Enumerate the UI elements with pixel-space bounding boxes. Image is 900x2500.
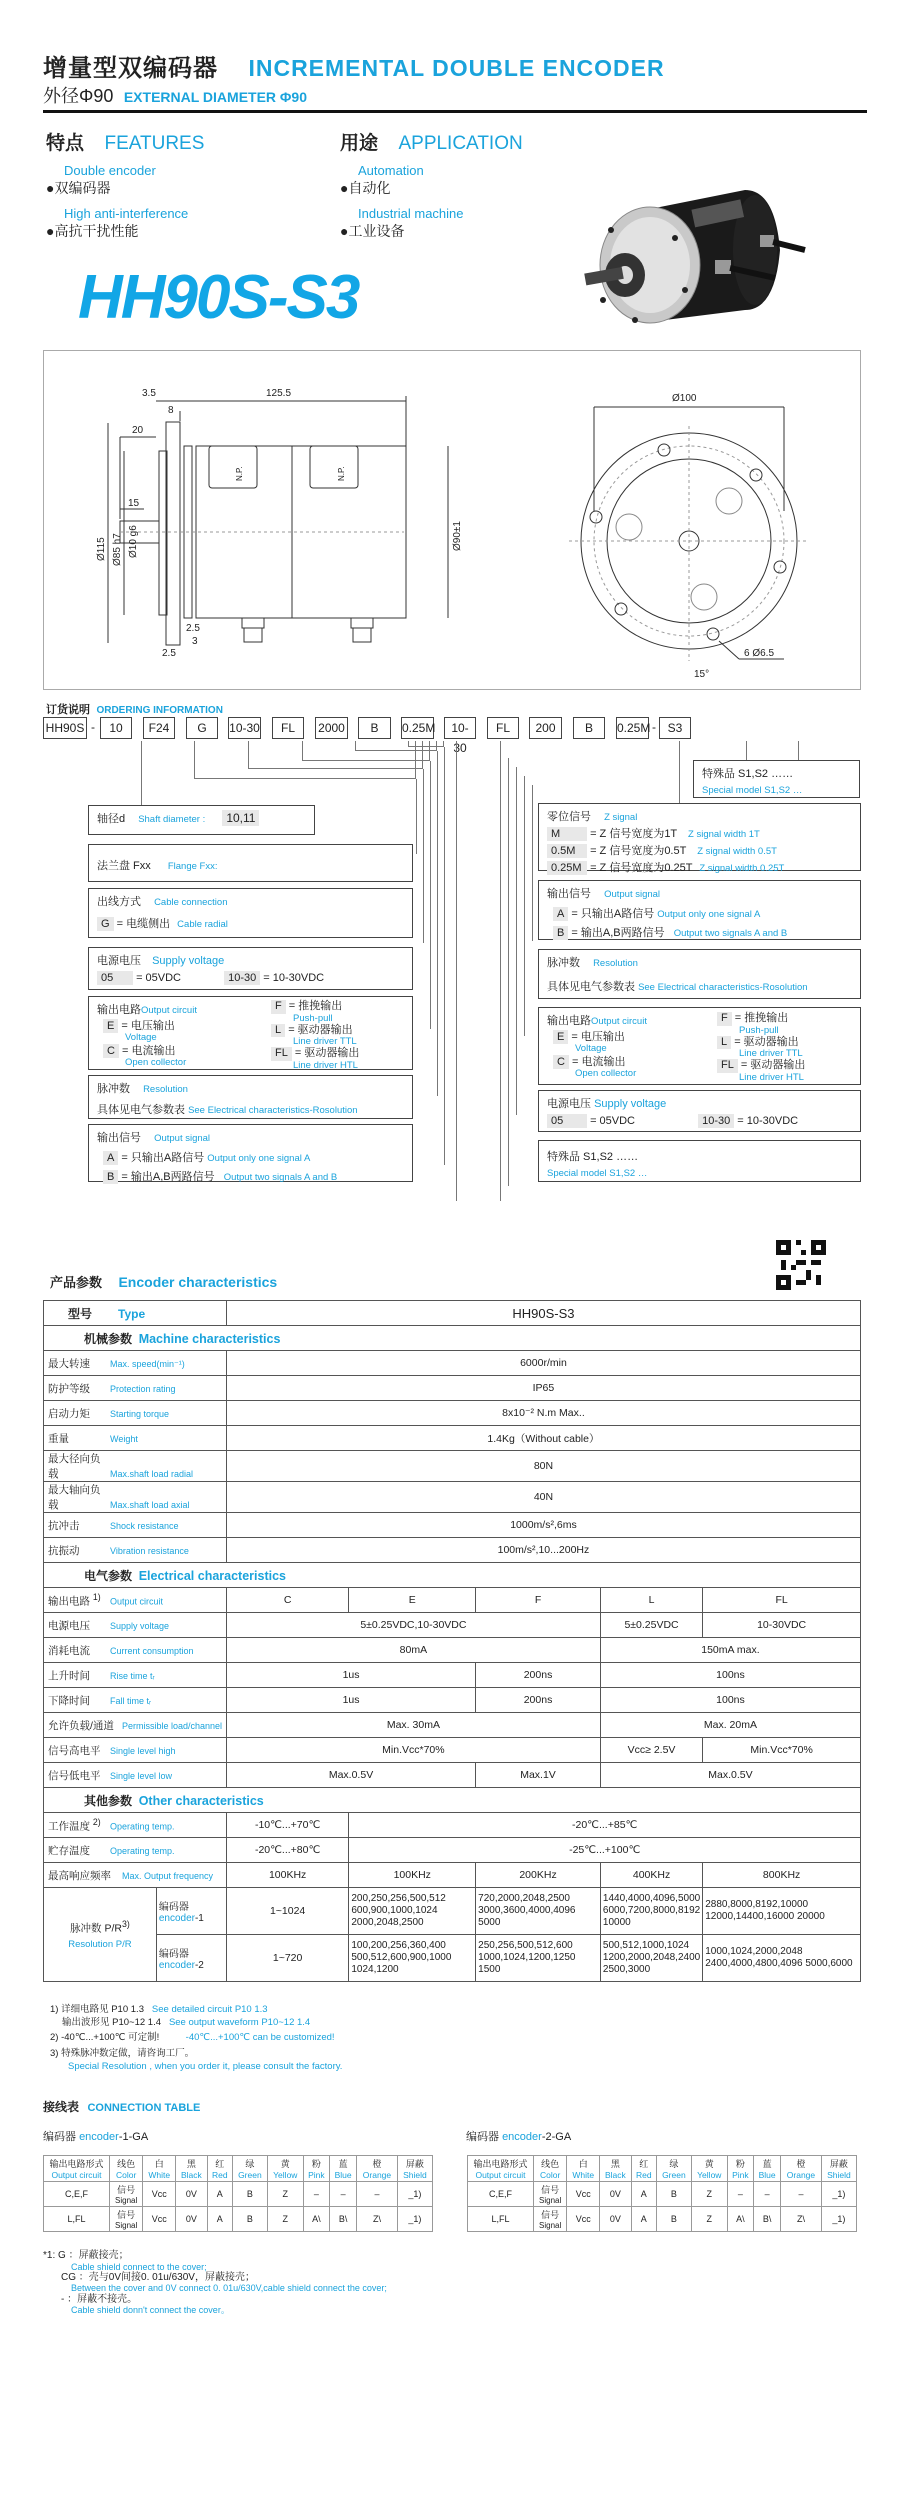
row-weight: 重量 Weight 1.4Kg（Without cable） [44,1426,861,1451]
order-code-row: HH90S - 10 F24 G 10-30 FL 2000 B 0.25M 10-30 FL 200 B 0.25M - S3 [43,717,873,741]
dim-15: 15 [128,498,140,509]
code-z-2: 0.25M [616,717,649,739]
panel-signal-left: 输出信号 Output signal A = 只输出A路信号 Output only one signal A B = 输出A,B两路信号 Output two signals A and B [88,1124,413,1182]
code-circuit-1: FL [272,717,304,739]
panel-shaft: 轴径d Shaft diameter : 10,11 [88,805,315,835]
spec-table [43,1300,861,1982]
application-2-en: Industrial machine [358,206,464,221]
dim-angle: 15° [694,669,710,680]
dim-90: Ø90±1 [452,521,463,551]
connection-heading: 接线表 CONNECTION TABLE [43,2100,201,2114]
feature-2-cn: ●高抗干扰性能 [46,223,139,239]
conn-table-2-title: 编码器 encoder-2-GA [466,2131,572,2143]
specs-heading-cn: 产品参数 [50,1275,103,1290]
row-rise: 上升时间 Rise time tᵣ 1us 200ns 100ns [44,1663,861,1688]
ordering-heading-cn: 订货说明 [46,704,90,716]
dim-3-5: 3.5 [142,388,156,399]
conn-table-2: 输出电路形式 Output circuit 线色 Color 白 White 黑 Black 红 Red 绿 Green 黄 Yellow 粉 Pink 蓝 Blue 橙 Orange 屏蔽 Shield C,E,F 信号 Signal Vcc 0V A B Z – – – _1) L,FL 信号 Signal Vcc 0V A B Z A\ B\ Z\ _1) [467,2155,857,2232]
dim-2-5a: 2.5 [186,623,200,634]
application-heading-en: APPLICATION [398,133,523,154]
code-cable: G [186,717,218,739]
feature-1-cn: ●双编码器 [46,180,111,196]
dim-115: Ø115 [96,537,107,561]
row-type: 型号 Type HH90S-S3 [44,1301,861,1326]
row-output-circuit: 输出电路 $^{1)}$ Output circuit C E F L FL [44,1588,861,1613]
dim-2-5b: 2.5 [162,648,176,659]
row-current: 消耗电流 Current consumption 80mA 150mA max. [44,1638,861,1663]
row-storage-temp: 贮存温度 Operating temp. -20℃...+80℃ -25℃...+100℃ [44,1838,861,1863]
subtitle-en: EXTERNAL DIAMETER Φ90 [123,89,307,105]
feature-1-en: Double encoder [64,163,156,178]
dim-20: 20 [132,425,144,436]
conn-row-cef: C,E,F 信号 Signal Vcc 0V A B Z – – – _1) [44,2182,433,2207]
code-resolution-1: 2000 [315,717,348,739]
code-supply-1: 10-30 [228,717,261,739]
code-circuit-2: FL [487,717,519,739]
panel-supply-left: 电源电压 Supply voltage 05 = 05VDC 10-30 = 10-30VDC [88,947,413,990]
code-signal-2: B [573,717,605,739]
panel-circuit-right: 输出电路Output circuit E = 电压输出 Voltage C = 电流输出 Open collector F = 推挽输出 Push-pull L = 驱动器输出 Line driver TTL FL = 驱动器输出 Line driver HTL [538,1007,861,1085]
row-machine-section: 机械参数 Machine characteristics [44,1326,861,1351]
code-flange: F24 [143,717,175,739]
dim-100: Ø100 [672,393,697,404]
conn-row-cef: C,E,F 信号 Signal Vcc 0V A B Z – – – _1) [468,2182,857,2207]
panel-resolution-left: 脉冲数 Resolution 具体见电气参数表 See Electrical characteristics-Rosolution [88,1075,413,1119]
panel-flange: 法兰盘 Fxx Flange Fxx: [88,844,413,882]
ordering-heading [46,700,223,718]
qr-code[interactable] [776,1240,826,1290]
model-name: HH90S-S3 [78,263,359,332]
code-shaft: 10 [100,717,132,739]
code-signal-1: B [358,717,391,739]
row-other-section: 其他参数 Other characteristics [44,1788,861,1813]
row-load: 允许负载/通道 Permissible load/channel Max. 30mA Max. 20mA [44,1713,861,1738]
application-heading-cn: 用途 [340,133,379,154]
dim-125-5: 125.5 [266,388,292,399]
dimension-drawing [43,350,861,690]
conn-row-lfl: L,FL 信号 Signal Vcc 0V A B Z A\ B\ Z\ _1) [468,2207,857,2232]
row-protection: 防护等级 Protection rating IP65 [44,1376,861,1401]
panel-cable: 出线方式 Cable connection G = 电缆侧出 Cable radial [88,888,413,938]
type-value: HH90S-S3 [226,1301,860,1326]
specs-heading [50,1272,277,1292]
subtitle [43,82,307,108]
conn-table-1-title: 编码器 encoder-1-GA [43,2131,149,2143]
row-level-low: 信号低电平 Single level low Max.0.5V Max.1V Max.0.5V [44,1763,861,1788]
panel-special-top: 特殊品 S1,S2 …… Special model S1,S2 … [693,760,860,798]
dim-3: 3 [192,636,198,647]
row-electrical-section: 电气参数 Electrical characteristics [44,1563,861,1588]
code-supply-2: 10-30 [444,717,476,739]
dim-holes: 6 Ø6.5 [744,648,775,659]
header-rule [43,110,867,113]
subtitle-cn: 外径Φ90 [43,86,114,106]
row-res-encoder-2: 编码器 encoder-2 1~720 100,200,256,360,400 500,512,600,900,1000 1024,1200 250,256,500,512,600 1000,1024,1200,1250 1500 500,512,1000,1024 1200,2000,2048,2400 2500,3000 1000,1024,2000,2048 2400,4000,4800,4096 5000,6000 [44,1935,861,1982]
page-header [43,48,665,83]
conn-row-lfl: L,FL 信号 Signal Vcc 0V A B Z A\ B\ Z\ _1) [44,2207,433,2232]
row-max-speed: 最大转速 Max. speed(min⁻¹) 6000r/min [44,1351,861,1376]
row-frequency: 最高响应频率 Max. Output frequency 100KHz 100KHz 200KHz 400KHz 800KHz [44,1863,861,1888]
ordering-heading-en: ORDERING INFORMATION [96,705,223,716]
row-axial: 最大轴向负载 Max.shaft load axial 40N [44,1482,861,1513]
dim-8: 8 [168,405,174,416]
panel-circuit-left: 输出电路Output circuit E = 电压输出 Voltage C = 电流输出 Open collector F = 推挽输出 Push-pull L = 驱动器输出 Line driver TTL FL = 驱动器输出 Line driver HTL [88,996,413,1070]
features-heading-cn: 特点 [46,133,85,154]
connection-footnotes: *1: G ：屏蔽接壳； Cable shield connect to the cover; CG ：壳与0V间接0. 01u/630V，屏蔽接壳； Between the cover and 0V connect 0. 01u/630V,cable shield connect the cover; - ：屏蔽不接壳。 Cable shield donn't connect the cover。 [43,2250,387,2316]
dim-85: Ø85 h7 [112,533,123,566]
panel-zsignal: 零位信号 Z signal M = Z 信号宽度为1T Z signal width 1T 0.5M = Z 信号宽度为0.5T Z signal width 0.5T 0.25M = Z 信号宽度为0.25T Z signal width 0.25T [538,803,861,871]
features-heading-en: FEATURES [104,133,205,154]
panel-resolution-right: 脉冲数 Resolution 具体见电气参数表 See Electrical characteristics-Rosolution [538,949,861,999]
spec-notes: 1) 详细电路见 P10 1.3 See detailed circuit P10 1.3 输出波形见 P10~12 1.4 See output waveform P10~12 1.4 2) -40℃...+100℃ 可定制! -40℃...+100℃ can be customized! 3) 特殊脉冲数定做，请咨询工厂。 Special Resolution , when you order it, please consult the factory. [50,2004,343,2073]
title-cn: 增量型双编码器 [43,55,218,82]
code-z-1: 0.25M [401,717,434,739]
row-radial: 最大径向负载 Max.shaft load radial 80N [44,1451,861,1482]
product-photo [575,160,815,330]
row-res-encoder-1: 脉冲数 $P/R^{3)}$ Resolution P/R 编码器 encoder-1 1~1024 200,250,256,500,512 600,900,1000,1024 2000,2048,2500 720,2000,2048,2500 3000,3600,4000,4096 5000 1440,4000,4096,5000 6000,7200,8000,8192 10000 2880,8000,8192,10000 12000,14400,16000 20000 [44,1888,861,1935]
code-series: HH90S [43,717,87,739]
row-op-temp: 工作温度 $^{2)}$ Operating temp. -10℃...+70℃ -20℃...+85℃ [44,1813,861,1838]
application-1-cn: ●自动化 [340,180,391,196]
panel-signal-right: 输出信号 Output signal A = 只输出A路信号 Output only one signal A B = 输出A,B两路信号 Output two signals A and B [538,880,861,940]
features-section [46,128,204,241]
row-vibration: 抗振动 Vibration resistance 100m/s²,10...200Hz [44,1538,861,1563]
conn-table-1: 输出电路形式 Output circuit 线色 Color 白 White 黑 Black 红 Red 绿 Green 黄 Yellow 粉 Pink 蓝 Blue 橙 Orange 屏蔽 Shield C,E,F 信号 Signal Vcc 0V A B Z – – – _1) L,FL 信号 Signal Vcc 0V A B Z A\ B\ Z\ _1) [43,2155,433,2232]
row-supply: 电源电压 Supply voltage 5±0.25VDC,10-30VDC 5±0.25VDC 10-30VDC [44,1613,861,1638]
svg-text:N.P.: N.P. [235,466,244,481]
application-section [340,128,523,241]
row-fall: 下降时间 Fall time tᵣ 1us 200ns 100ns [44,1688,861,1713]
specs-heading-en: Encoder characteristics [118,1274,278,1290]
application-1-en: Automation [358,163,424,178]
dim-10: Ø10 g6 [128,525,139,558]
application-2-cn: ●工业设备 [340,223,405,239]
row-shock: 抗冲击 Shock resistance 1000m/s²,6ms [44,1513,861,1538]
feature-2-en: High anti-interference [64,206,189,221]
code-resolution-2: 200 [529,717,562,739]
panel-special-bottom: 特殊品 S1,S2 …… Special model S1,S2 … [538,1140,861,1182]
panel-supply-right: 电源电压 Supply voltage 05 = 05VDC 10-30 = 10-30VDC [538,1090,861,1132]
title-en: INCREMENTAL DOUBLE ENCODER [248,55,665,81]
row-torque: 启动力矩 Starting torque 8x10⁻² N.m Max.. [44,1401,861,1426]
front-view-drawing [524,351,824,691]
row-level-high: 信号高电平 Single level high Min.Vcc*70% Vcc≥ 2.5V Min.Vcc*70% [44,1738,861,1763]
svg-text:N.P.: N.P. [337,466,346,481]
shaft-value: 10,11 [222,810,259,826]
code-special: S3 [659,717,691,739]
